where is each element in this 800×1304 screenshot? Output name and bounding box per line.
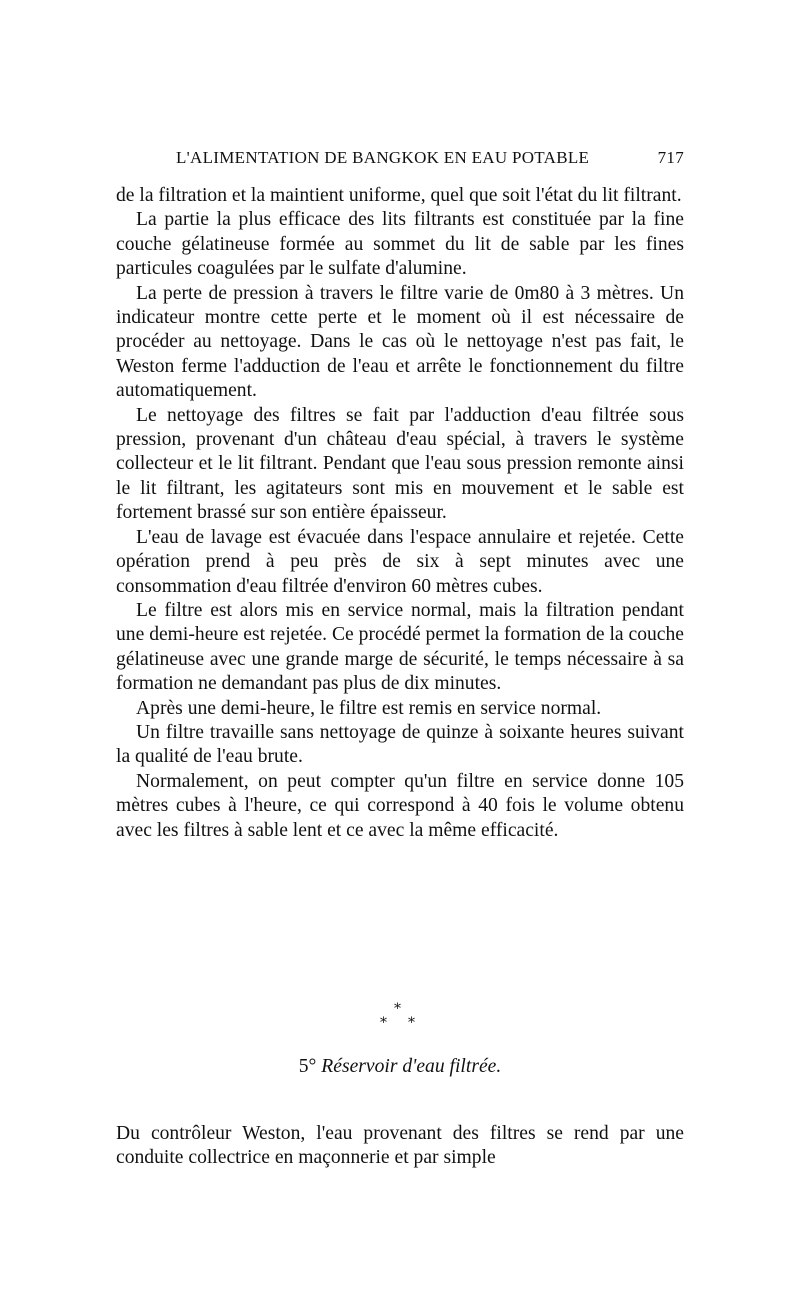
asterism-star: * [394,1001,401,1017]
section-heading [116,1056,684,1078]
paragraph-gelatinous-layer: La partie la plus efficace des lits filtrants est constituée par la fine couche gélatineuse formée au sommet du lit de sable par les fines particules coagulées par le sulfate d'alumine. [116,209,684,280]
paragraph-wash-water: L'eau de lavage est évacuée dans l'espace annulaire et rejetée. Cette opération prend à peu près de six à sept minutes avec une consommation d'eau filtrée d'environ 60 mètres cubes. [116,526,684,597]
paragraph-continued: de la filtration et la maintient uniforme, quel que soit l'état du lit filtrant. [116,185,682,206]
paragraph-cleaning: Le nettoyage des filtres se fait par l'adduction d'eau filtrée sous pression, provenant d'un château d'eau spécial, à travers le système collecteur et le lit filtrant. Pendant que l'eau sous pression remonte ainsi le lit filtrant, les agitateurs sont mis en mouvement et le sable est fortement brassé sur son entière épaisseur. [116,404,684,524]
asterism-separator [360,1000,440,1036]
page-number: 717 [657,148,684,167]
body-text [116,184,684,843]
paragraph-normal-service: Le filtre est alors mis en service normal, mais la filtration pendant une demi-heure est rejetée. Ce procédé permet la formation de la couche gélatineuse avec une grande marge de sécurité, le temps nécessaire à sa formation ne demandant pas plus de dix minutes. [116,599,684,695]
paragraph-weston-controller: Du contrôleur Weston, l'eau provenant des filtres se rend par une conduite collectrice en maçonnerie et par simple [116,1122,684,1168]
page-header [116,148,684,172]
paragraph-pressure-loss: La perte de pression à travers le filtre varie de 0m80 à 3 mètres. Un indicateur montre cette perte et le moment où il est nécessaire de procéder au nettoyage. Dans le cas où le nettoyage n'est pas fait, le Weston ferme l'adduction de l'eau et arrête le fonctionnement du filtre automatiquement. [116,282,684,402]
section-title: Réservoir d'eau filtrée. [321,1056,502,1077]
paragraph-after-half-hour: Après une demi-heure, le filtre est remis en service normal. [136,697,602,719]
section-number: 5° [298,1056,317,1077]
asterism-star: * [380,1015,387,1031]
running-title: L'ALIMENTATION DE BANGKOK EN EAU POTABLE [176,148,590,167]
paragraph-filter-duration: Un filtre travaille sans nettoyage de quinze à soixante heures suivant la qualité de l'eau brute. [116,721,684,768]
asterism-star: * [408,1015,415,1031]
paragraph-capacity: Normalement, on peut compter qu'un filtre en service donne 105 mètres cubes à l'heure, ce qui correspond à 40 fois le volume obtenu avec les filtres à sable lent et ce avec la même efficacité. [116,770,684,841]
